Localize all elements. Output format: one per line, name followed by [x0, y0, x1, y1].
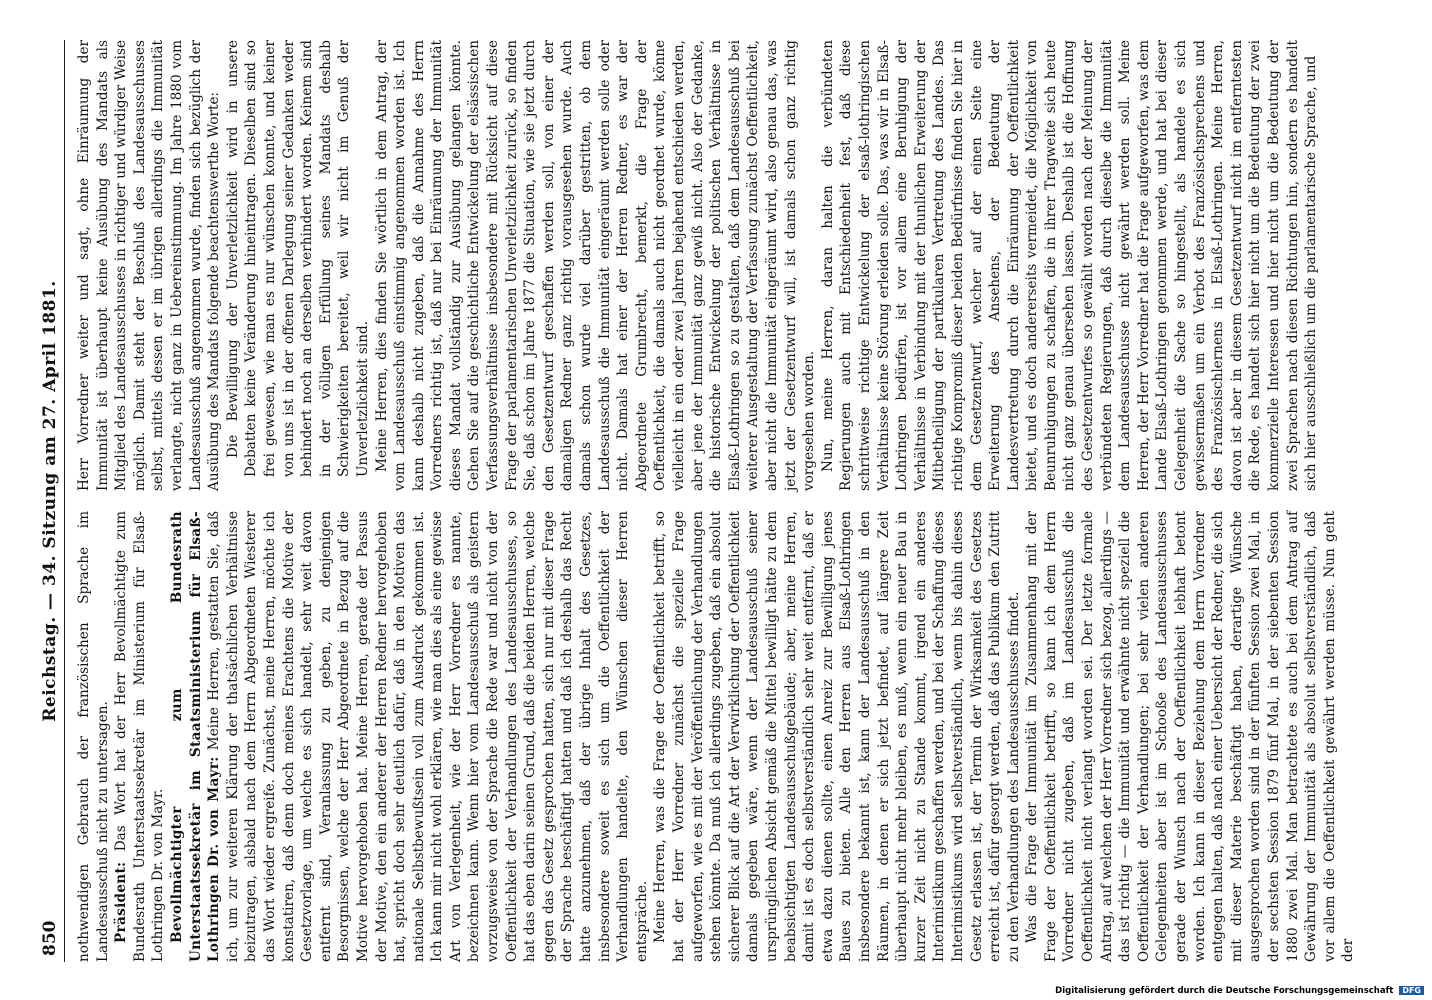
running-title: Reichstag. — 34. Sitzung am 27. April 1881. — [40, 280, 60, 722]
paragraph: Meine Herren, dies finden Sie wörtlich in dem Antrag, der vom Landesausschuß einstimmig angenommen worden ist. Ich kann deshalb nicht zugeben, daß die Annahme des Herrn Vorredners richtig ist, daß nur bei Einräumung der Immunität dieses Mandat vollständig zur Ausübung gelangen könnte. Gehen Sie auf die geschichtliche Entwickelung der elsässischen Verfassungsverhältnisse insbesondere mit Rücksicht auf diese Frage der parlamentarischen Unverletzlichkeit zurück, so finden Sie, daß schon im Jahre 1877 die Situation, wie sie jetzt durch den Gesetzentwurf geschaffen werden soll, von einer der damaligen Redner ganz richtig vorausgesehen wurde. Auch damals schon wurde viel darüber gestritten, ob dem Landesausschuß die Immunität eingeräumt werden solle oder nicht. Damals hat einer der Herren Redner, es war der Abgeordnete Grumbrecht, bemerkt, die Frage der Oeffentlichkeit, die damals auch nicht geordnet wurde, könne vielleicht in ein oder zwei Jahren bejahend entschieden werden, aber jene der Immunität ganz gewiß nicht. Also der Gedanke, die historische Entwickelung der politischen Verhältnisse in Elsaß-Lothringen so zu gestalten, daß dem Landesausschuß bei weiterer Ausgestaltung der Verfassung zunächst Oeffentlichkeit, aber nicht die Immunität eingeräumt wird, also genau das, was jetzt der Gesetzentwurf will, ist damals schon ganz richtig vorgesehen worden. — [373, 40, 818, 491]
speech-text: Meine Herren, gestatten Sie, daß ich, um zur weiteren Klärung der thatsächlichen Verhältnisse beizutragen, alsbald nach dem Herrn Abgeordneten Wiesterer das Wort wieder ergreife. Zunächst, meine Herren, möchte ich konstatiren, daß denn doch meines Erachtens die Motive der Gesetzvorlage, um welche es sich handelt, sehr weit davon entfernt sind, Veranlassung zu geben, zu denjenigen Besorgnissen, welche der Herr Abgeordnete in Bezug auf die Motive hervorgehoben hat. Meine Herren, gerade der Passus der Motive, den ein anderer der Herren Redner hervorgehoben hat, spricht doch sehr deutlich dafür, daß in den Motiven das nationale Selbstbewußtsein voll zum Ausdruck gekommen ist. Ich kann mir nicht wohl erklären, wie man dies als eine gewisse Art von Verlegenheit, wie der Herr Vorredner es nannte, bezeichnen kann. Wenn hier vom Landesausschuß als geistern vorzugsweise von der Sprache die Rede war und nicht von der Oeffentlichkeit der Verhandlungen des Landesausschusses, so hat das eben darin seinen Grund, daß die beiden Herren, welche gegen das Gesetz gesprochen hatten, sich nur mit dieser Frage der Sprache beschäftigt hatten und daß ich deshalb das Recht hatte anzunehmen, daß der übrige Inhalt des Gesetzes, insbesondere soweit es sich um die Oeffentlichkeit der Verhandlungen handelte, den Wünschen dieser Herren entspräche. — [206, 511, 650, 962]
page-number: 850 — [40, 920, 60, 956]
speaker-paragraph — [168, 511, 651, 962]
speaker-paragraph — [112, 511, 168, 962]
paragraph: Was die Frage der Immunität im Zusammenhang mit der Frage der Oeffentlichkeit betrifft, so kann ich dem Herrn Vorredner nicht zugeben, daß im Landesausschuß die Oeffentlichkeit nicht verlangt worden sei. Der letzte formale Antrag, auf welchen der Herr Vorredner sich bezog, allerdings — das ist richtig — die Immunität und erwähnte nicht speziell die Oeffentlichkeit der Verhandlungen; bei sehr vielen anderen Gelegenheiten aber ist im Schooße des Landesausschusses gerade der Wunsch nach der Oeffentlichkeit lebhaft betont worden. Ich kann in dieser Beziehung dem Herrn Vorredner entgegen halten, daß nach einer Uebersicht der Redner, die sich mit dieser Materie beschäftigt haben, derartige Wünsche ausgesprochen worden sind in der fünften Session zwei Mal, in der sechsten Session 1879 fünf Mal, in der siebenten Session 1880 zwei Mal. Man betrachtete es auch bei dem Antrag auf Gewährung der Immunität als absolut selbstverständlich, daß vor allem die Oeffentlichkeit gewährt werden müsse. Nun geht der — [1024, 511, 1357, 962]
left-column — [75, 511, 1357, 962]
speaker-name: Bevollmächtigter zum Bundesrath Unterstaatssekretär im Staatsministerium für Elsaß-Lothringen Dr. von Mayr: — [168, 511, 223, 962]
paragraph: Herr Vorredner weiter und sagt, ohne Einräumung der Immunität ist überhaupt keine Ausübung des Mandats als Mitglied des Landesausschusses in richtiger und würdiger Weise möglich. Damit steht der Beschluß des Landesausschusses selbst, mittels dessen er im übrigen allerdings die Immunität verlangte, nicht ganz in Uebereinstimmung. Im Jahre 1880 vom Landesausschuß angenommen wurde, finden sich bezüglich der Ausübung des Mandats folgende beachtenswerthe Worte: — [76, 40, 223, 491]
speaker-name: Präsident: — [113, 861, 130, 943]
paragraph: nothwendigen Gebrauch der französischen Sprache im Landesausschuß nicht zu untersagen. — [76, 511, 111, 962]
text-columns — [75, 40, 1357, 962]
speech-text: Das Wort hat der Herr Bevollmächtigte zum Bundesrath Unterstaatssekretär im Ministerium für Elsaß-Lothringen Dr. von Mayr. — [113, 511, 167, 962]
running-head — [38, 40, 65, 962]
dfg-logo: DFG — [1399, 986, 1424, 995]
quoted-paragraph: Die Bewilligung der Unverletzlichkeit wird in unsere Debatten keine Veränderung hineintragen. Dieselben sind so frei gewesen, wie man es nur wünschen konnte, und keiner von uns ist in der offenen Darlegung seiner Gedanken weder behindert noch an derselben verhindert worden. Keinem sind in der völligen Erfüllung seines Mandats deshalb Schwierigkeiten bereitet, weil wir nicht im Genuß der Unverletzlichkeit sind. — [224, 40, 371, 477]
right-column — [75, 40, 1320, 491]
paragraph: Nun, meine Herren, daran halten die verbündeten Regierungen auch mit Entschiedenheit fest, daß diese schrittweise richtige Entwickelung der elsaß-lothringischen Verhältnisse keine Störung erleiden solle. Das, was wir in Elsaß-Lothringen bedürfen, ist vor allem eine Beruhigung der Verhältnisse in Verbindung mit der thunlichen Erweiterung der Mitbetheiligung der partikularen Vertretung des Landes. Das richtige Kompromiß dieser beiden Bedürfnisse finden Sie hier in dem Gesetzentwurf, welcher auf der einen Seite eine Erweiterung des Ansehens, der Bedeutung der Landesvertretung durch die Einräumung der Oeffentlichkeit bietet, und es doch andererseits vermeidet, die Möglichkeit von Beunruhigungen zu schaffen, die in ihrer Tragweite sich heute nicht ganz genau übersehen lassen. Deshalb ist die Hoffnung des Gesetzentwurfes so gewählt worden nach der Meinung der verbündeten Regierungen, daß durch dieselbe die Immunität dem Landesausschusse nicht gewährt werden soll. Meine Herren, der Herr Vorredner hat die Frage aufgeworfen, was dem Lande Elsaß-Lothringen genommen werde, und hat bei dieser Gelegenheit die Sache so hingestellt, als handele es sich gewissermaßen um ein Verbot des Französischsprechens und des Französischlernens in Elsaß-Lothringen. Meine Herren, davon ist aber in diesem Gesetzentwurf nicht im entferntesten die Rede, es handelt sich hier nicht um die Bedeutung der zwei kommerzielle Interessen und hier nicht um die Bedeutung der zwei Sprachen nach diesen Richtungen hin, sondern es handelt sich hier ausschließlich um die parlamentarische Sprache, und — [819, 40, 1320, 491]
dfg-credit — [1055, 986, 1424, 996]
paragraph: Meine Herren, was die Frage der Oeffentlichkeit betrifft, so hat der Herr Vorredner zunächst die spezielle Frage aufgeworfen, wie es mit der Veröffentlichung der Verhandlungen stehen könnte. Da muß ich allerdings zugeben, daß ein absolut sicherer Blick auf die Art der Verwirklichung der Oeffentlichkeit damals gegeben wäre, wenn der Landesausschuß seiner ursprünglichen Absicht gemäß die Mittel bewilligt hätte zu dem beabsichtigten Landesausschußgebäude; aber, meine Herren, damit ist es doch selbstverständlich sehr weit entfernt, daß er etwa dazu dienen sollte, einen Anreiz zur Bewilligung jenes Baues zu bieten. Alle den Herren aus Elsaß-Lothringen insbesondere bekannt ist, kann der Landesausschuß in den Räumen, in denen er sich jetzt befindet, auf längere Zeit überhaupt nicht mehr bleiben, es muß, wenn ein neuer Bau in kurzer Zeit nicht zu Stande kommt, irgend ein anderes Interimistikum geschaffen werden, und bei der Schaffung dieses Interimistikums wird selbstverständlich, wenn bis dahin dieses Gesetz erlassen ist, der Termin der Wirksamkeit des Gesetzes erreicht ist, dafür gesorgt werden, daß das Publikum den Zutritt zu den Verhandlungen des Landesausschusses findet. — [652, 511, 1022, 962]
credit-text: Digitalisierung gefördert durch die Deutsche Forschungsgemeinschaft — [1055, 986, 1394, 996]
